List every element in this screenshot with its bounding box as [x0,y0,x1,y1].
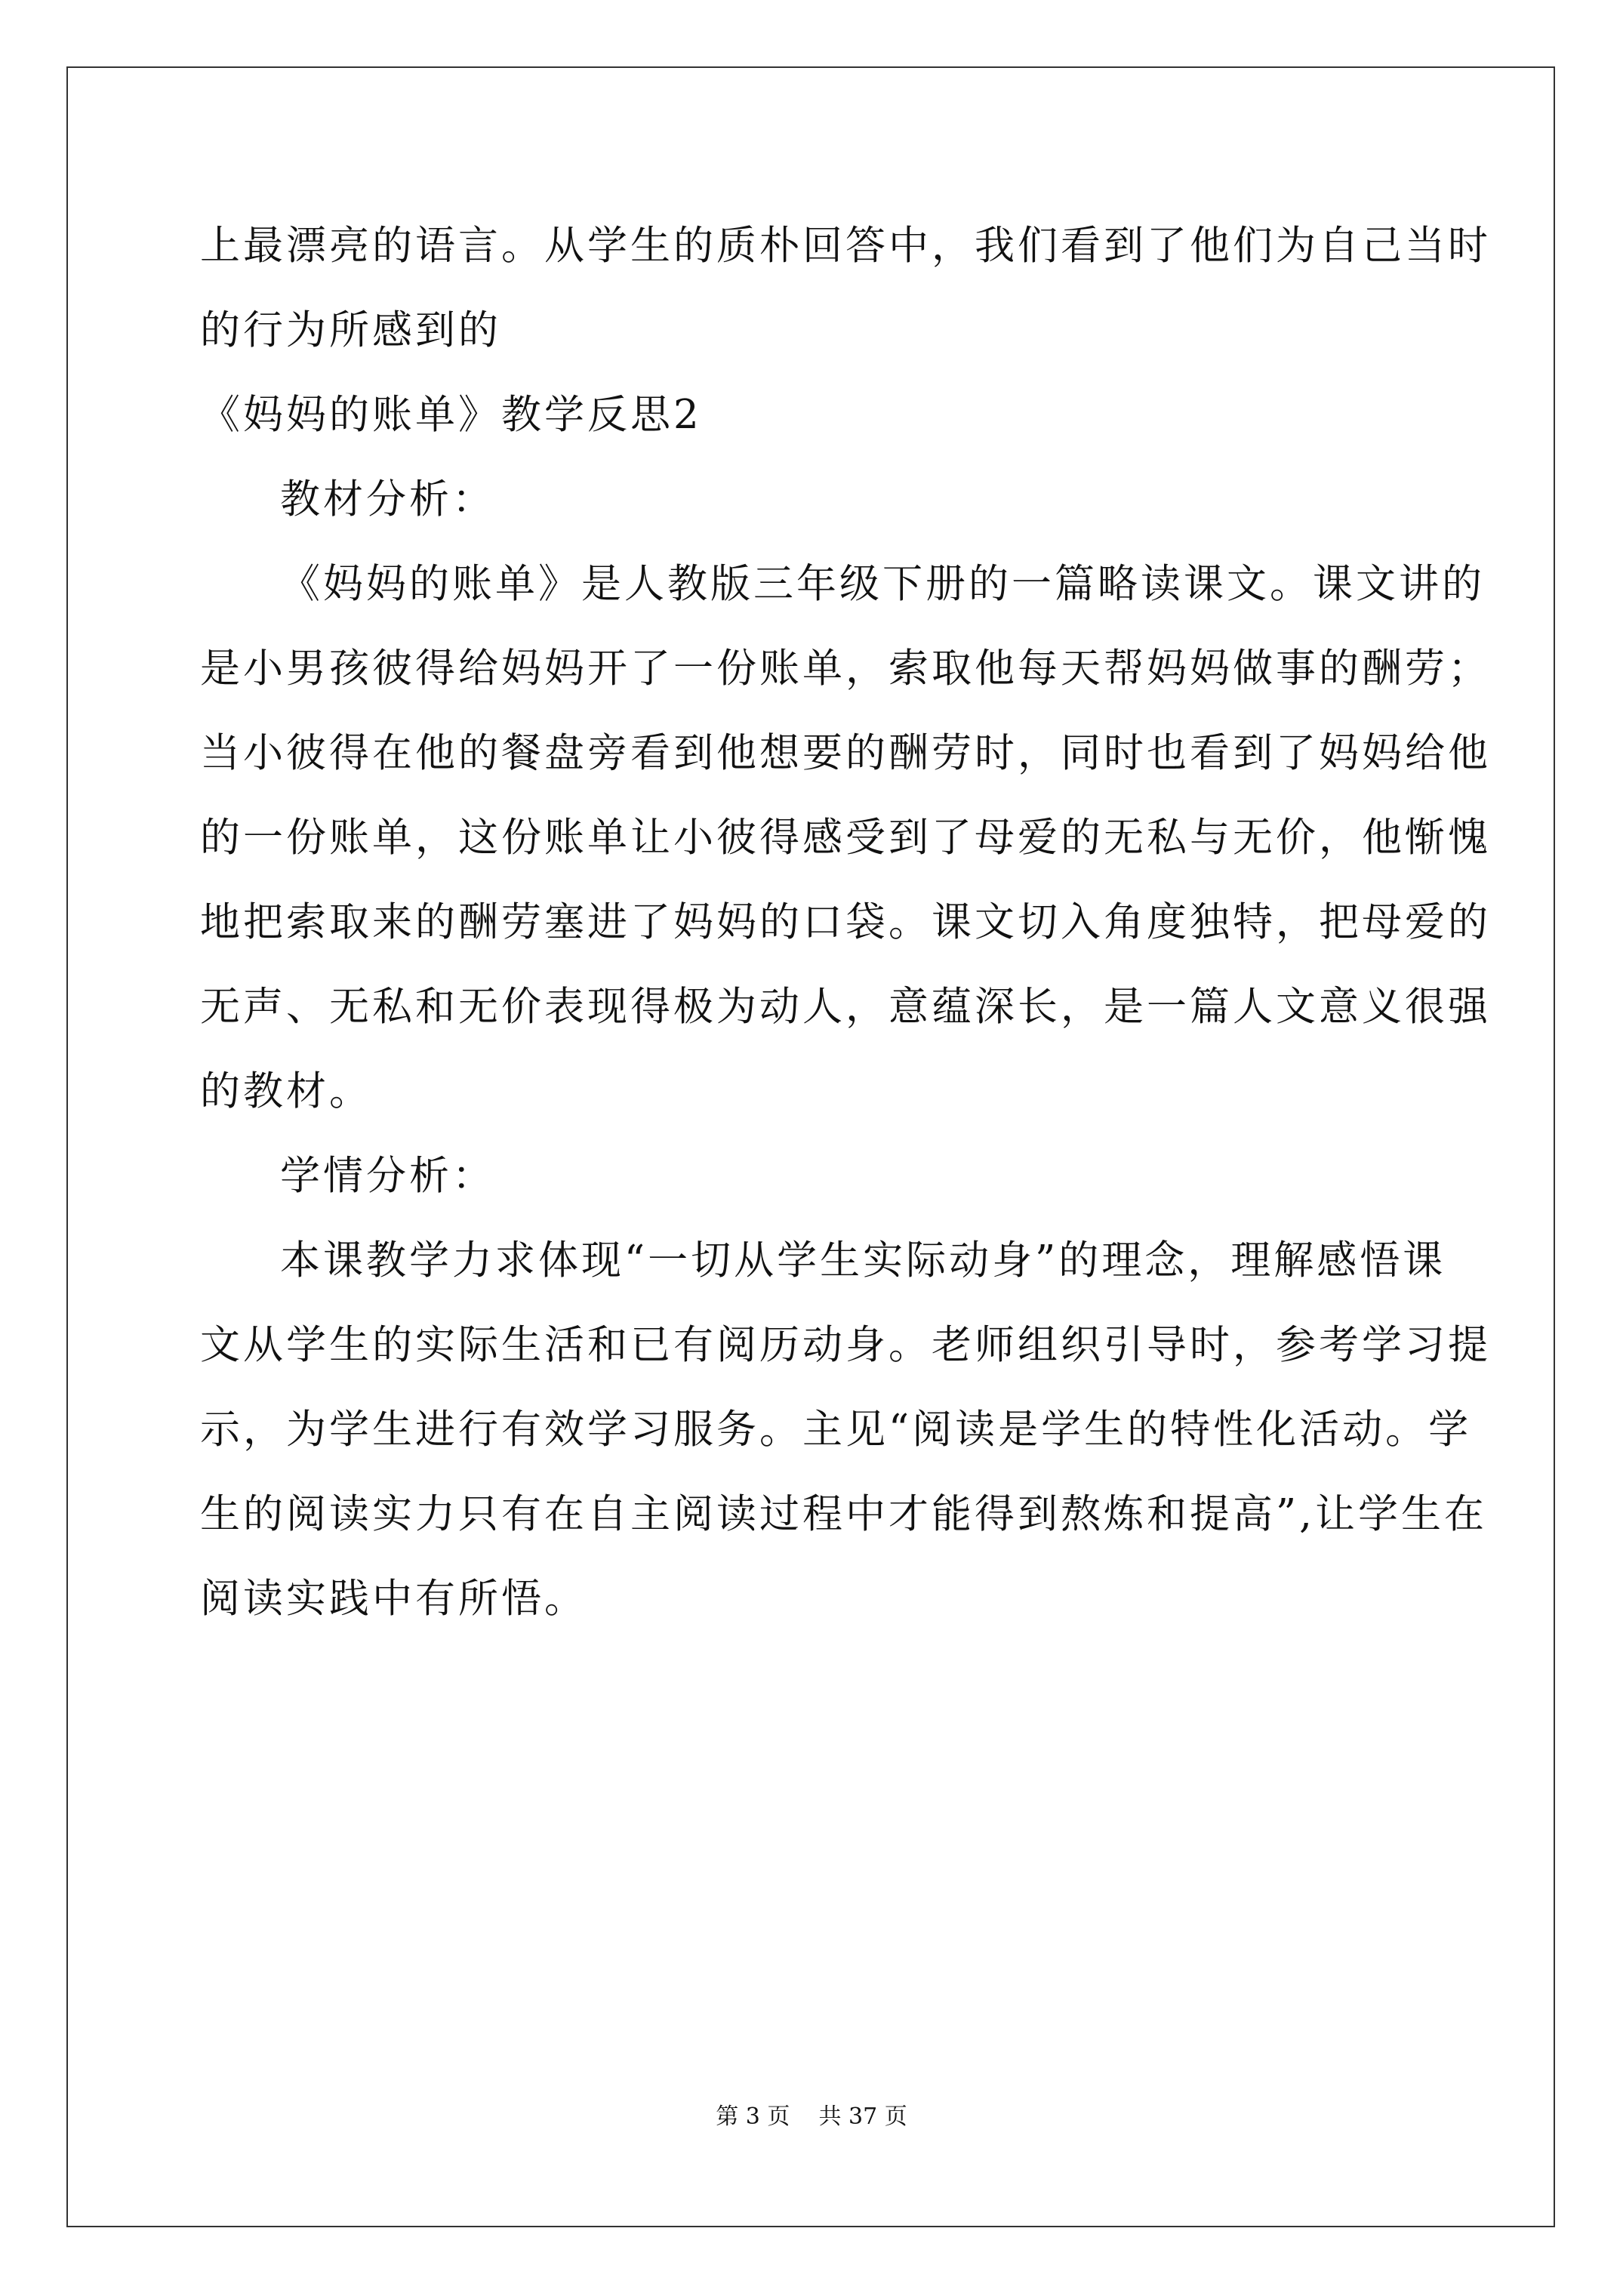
text-line-6: 是小男孩彼得给妈妈开了一份账单，索取他每天帮妈妈做事的酬劳； [200,646,1491,692]
section-title: 《妈妈的账单》教学反思2 [200,392,702,438]
text-line-11: 的教材。 [200,1068,372,1114]
text-line-17: 阅读实践中有所悟。 [200,1576,587,1622]
text-line-13: 本课教学力求体现“一切从学生实际动身”的理念，理解感悟课 [280,1237,1446,1284]
text-line-2: 的行为所感到的 [200,307,501,353]
text-line-5: 《妈妈的账单》是人教版三年级下册的一篇略读课文。课文讲的 [280,561,1485,607]
text-line-16: 生的阅读实力只有在自主阅读过程中才能得到熬炼和提高”,让学生在 [200,1491,1487,1537]
text-line-8: 的一份账单，这份账单让小彼得感受到了母爱的无私与无价，他惭愧 [200,815,1491,861]
text-line-14: 文从学生的实际生活和已有阅历动身。老师组织引导时，参考学习提 [200,1322,1491,1368]
subheading-student-analysis: 学情分析： [280,1153,495,1199]
subheading-textbook-analysis: 教材分析： [280,476,495,522]
text-line-1: 上最漂亮的语言。从学生的质朴回答中，我们看到了他们为自己当时 [200,223,1491,269]
page-footer: 第 3 页 共 37 页 [716,2103,907,2130]
document-body [200,204,1491,1641]
text-line-7: 当小彼得在他的餐盘旁看到他想要的酬劳时，同时也看到了妈妈给他 [200,730,1491,776]
text-line-10: 无声、无私和无价表现得极为动人，意蕴深长，是一篇人文意义很强 [200,984,1491,1030]
text-line-9: 地把索取来的酬劳塞进了妈妈的口袋。课文切入角度独特，把母爱的 [200,899,1491,945]
text-line-15: 示，为学生进行有效学习服务。主见“阅读是学生的特性化活动。学 [200,1407,1472,1453]
